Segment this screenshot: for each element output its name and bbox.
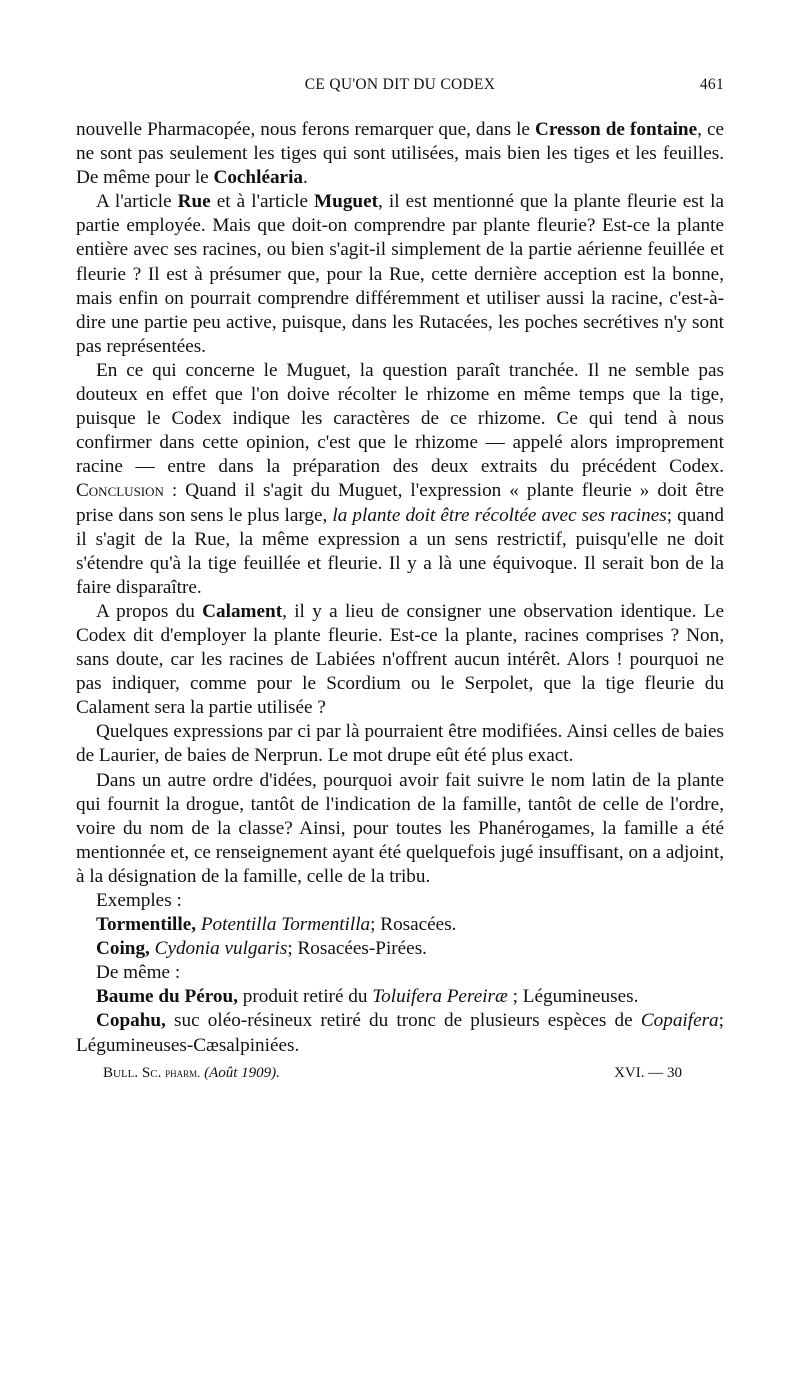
paragraph-5: Quelques expressions par ci par là pourraient être modifiées. Ainsi celles de baies de Laurier, de baies de Nerprun. Le mot drupe eût été plus exact. xyxy=(76,721,724,767)
paragraph-4: A propos du Calament, il y a lieu de consigner une observation identique. Le Codex dit d'employer la plante fleurie. Est-ce la plante, racines comprises ? Non, sans doute, car les racines de Labiées n'offrent aucun intérêt. Alors ! pourquoi ne pas indiquer, comme pour le Scordium ou le Serpolet, que la tige fleurie du Calament sera la partie utilisée ? xyxy=(76,600,724,719)
example-copahu: Copahu, suc oléo-résineux retiré du tronc de plusieurs espèces de Copaifera; Légumineuses-Cæsalpiniées. xyxy=(76,1010,724,1056)
example-baume-du-perou: Baume du Pérou, produit retiré du Toluifera Pereiræ ; Légumineuses. xyxy=(96,986,639,1008)
term-muguet: Muguet xyxy=(314,191,378,213)
paragraph-6: Dans un autre ordre d'idées, pourquoi avoir fait suivre le nom latin de la plante qui fournit la drogue, tantôt de l'indication de la famille, tantôt de celle de l'ordre, voire du nom de la classe? Ainsi, pour toutes les Phanérogames, la famille a été mentionnée et, ce renseignement ayant été quelquefois jugé insuffisant, on a adjoint, à la désignation de la famille, celle de la tribu. xyxy=(76,769,724,887)
example-tormentille: Tormentille, Potentilla Tormentilla; Rosacées. xyxy=(96,914,457,936)
de-meme-label: De même : xyxy=(96,962,181,984)
body-text xyxy=(76,118,724,1058)
conclusion-label: Conclusion xyxy=(76,480,164,502)
emphasis-recolte: la plante doit être récoltée avec ses racines xyxy=(332,504,667,526)
term-cochlearia: Cochléaria xyxy=(213,167,303,189)
running-title: CE QU'ON DIT DU CODEX xyxy=(304,76,496,93)
paragraph-2: A l'article Rue et à l'article Muguet, il est mentionné que la plante fleurie est la partie employée. Mais que doit-on comprendre par plante fleurie? Est-ce la plante entière avec ses racines, ou bien s'agit-il simplement de la partie aérienne feuillée et fleurie ? Il est à présumer que, pour la Rue, cette dernière acception est la bonne, mais enfin on pourrait comprendre différemment et utiliser aussi la racine, c'est-à-dire une partie peu active, puisque, dans les Rutacées, les poches secrétives n'y sont pas représentées. xyxy=(76,191,724,357)
examples-label: Exemples : xyxy=(96,890,182,911)
page-footer xyxy=(76,1065,724,1085)
volume-signature: XVI. — 30 xyxy=(614,1064,682,1081)
page-number: 461 xyxy=(699,76,724,93)
paragraph-3: En ce qui concerne le Muguet, la question paraît tranchée. Il ne semble pas douteux en effet que l'on doive récolter le rhizome en même temps que la tige, puisque le Codex indique les caractères de ce rhizome. Ce qui tend à nous confirmer dans cette opinion, c'est que le rhizome — appelé alors improprement racine — entre dans la préparation des deux extraits du précédent Codex. Conclusion : Quand il s'agit du Muguet, l'expression « plante fleurie » doit être prise dans son sens le plus large, la plante doit être récoltée avec ses racines; quand il s'agit de la Rue, la même expression a un sens restrictif, puisqu'elle ne doit s'étendre qu'à la tige feuillée et fleurie. Il y a là une équivoque. Il serait bon de la faire disparaître. xyxy=(76,359,725,598)
journal-citation: Bull. Sc. pharm. (Août 1909). xyxy=(103,1064,280,1081)
term-rue: Rue xyxy=(177,191,211,213)
running-header xyxy=(76,76,724,100)
paragraph-1: nouvelle Pharmacopée, nous ferons remarquer que, dans le Cresson de fontaine, ce ne sont pas seulement les tiges qui sont utilisées, mais bien les tiges et les feuilles. De même pour le Cochléaria. xyxy=(76,119,724,189)
example-coing: Coing, Cydonia vulgaris; Rosacées-Pirées. xyxy=(96,938,427,960)
term-calament: Calament xyxy=(202,600,283,622)
document-page xyxy=(76,76,724,1085)
term-cresson: Cresson de fontaine xyxy=(534,119,698,140)
